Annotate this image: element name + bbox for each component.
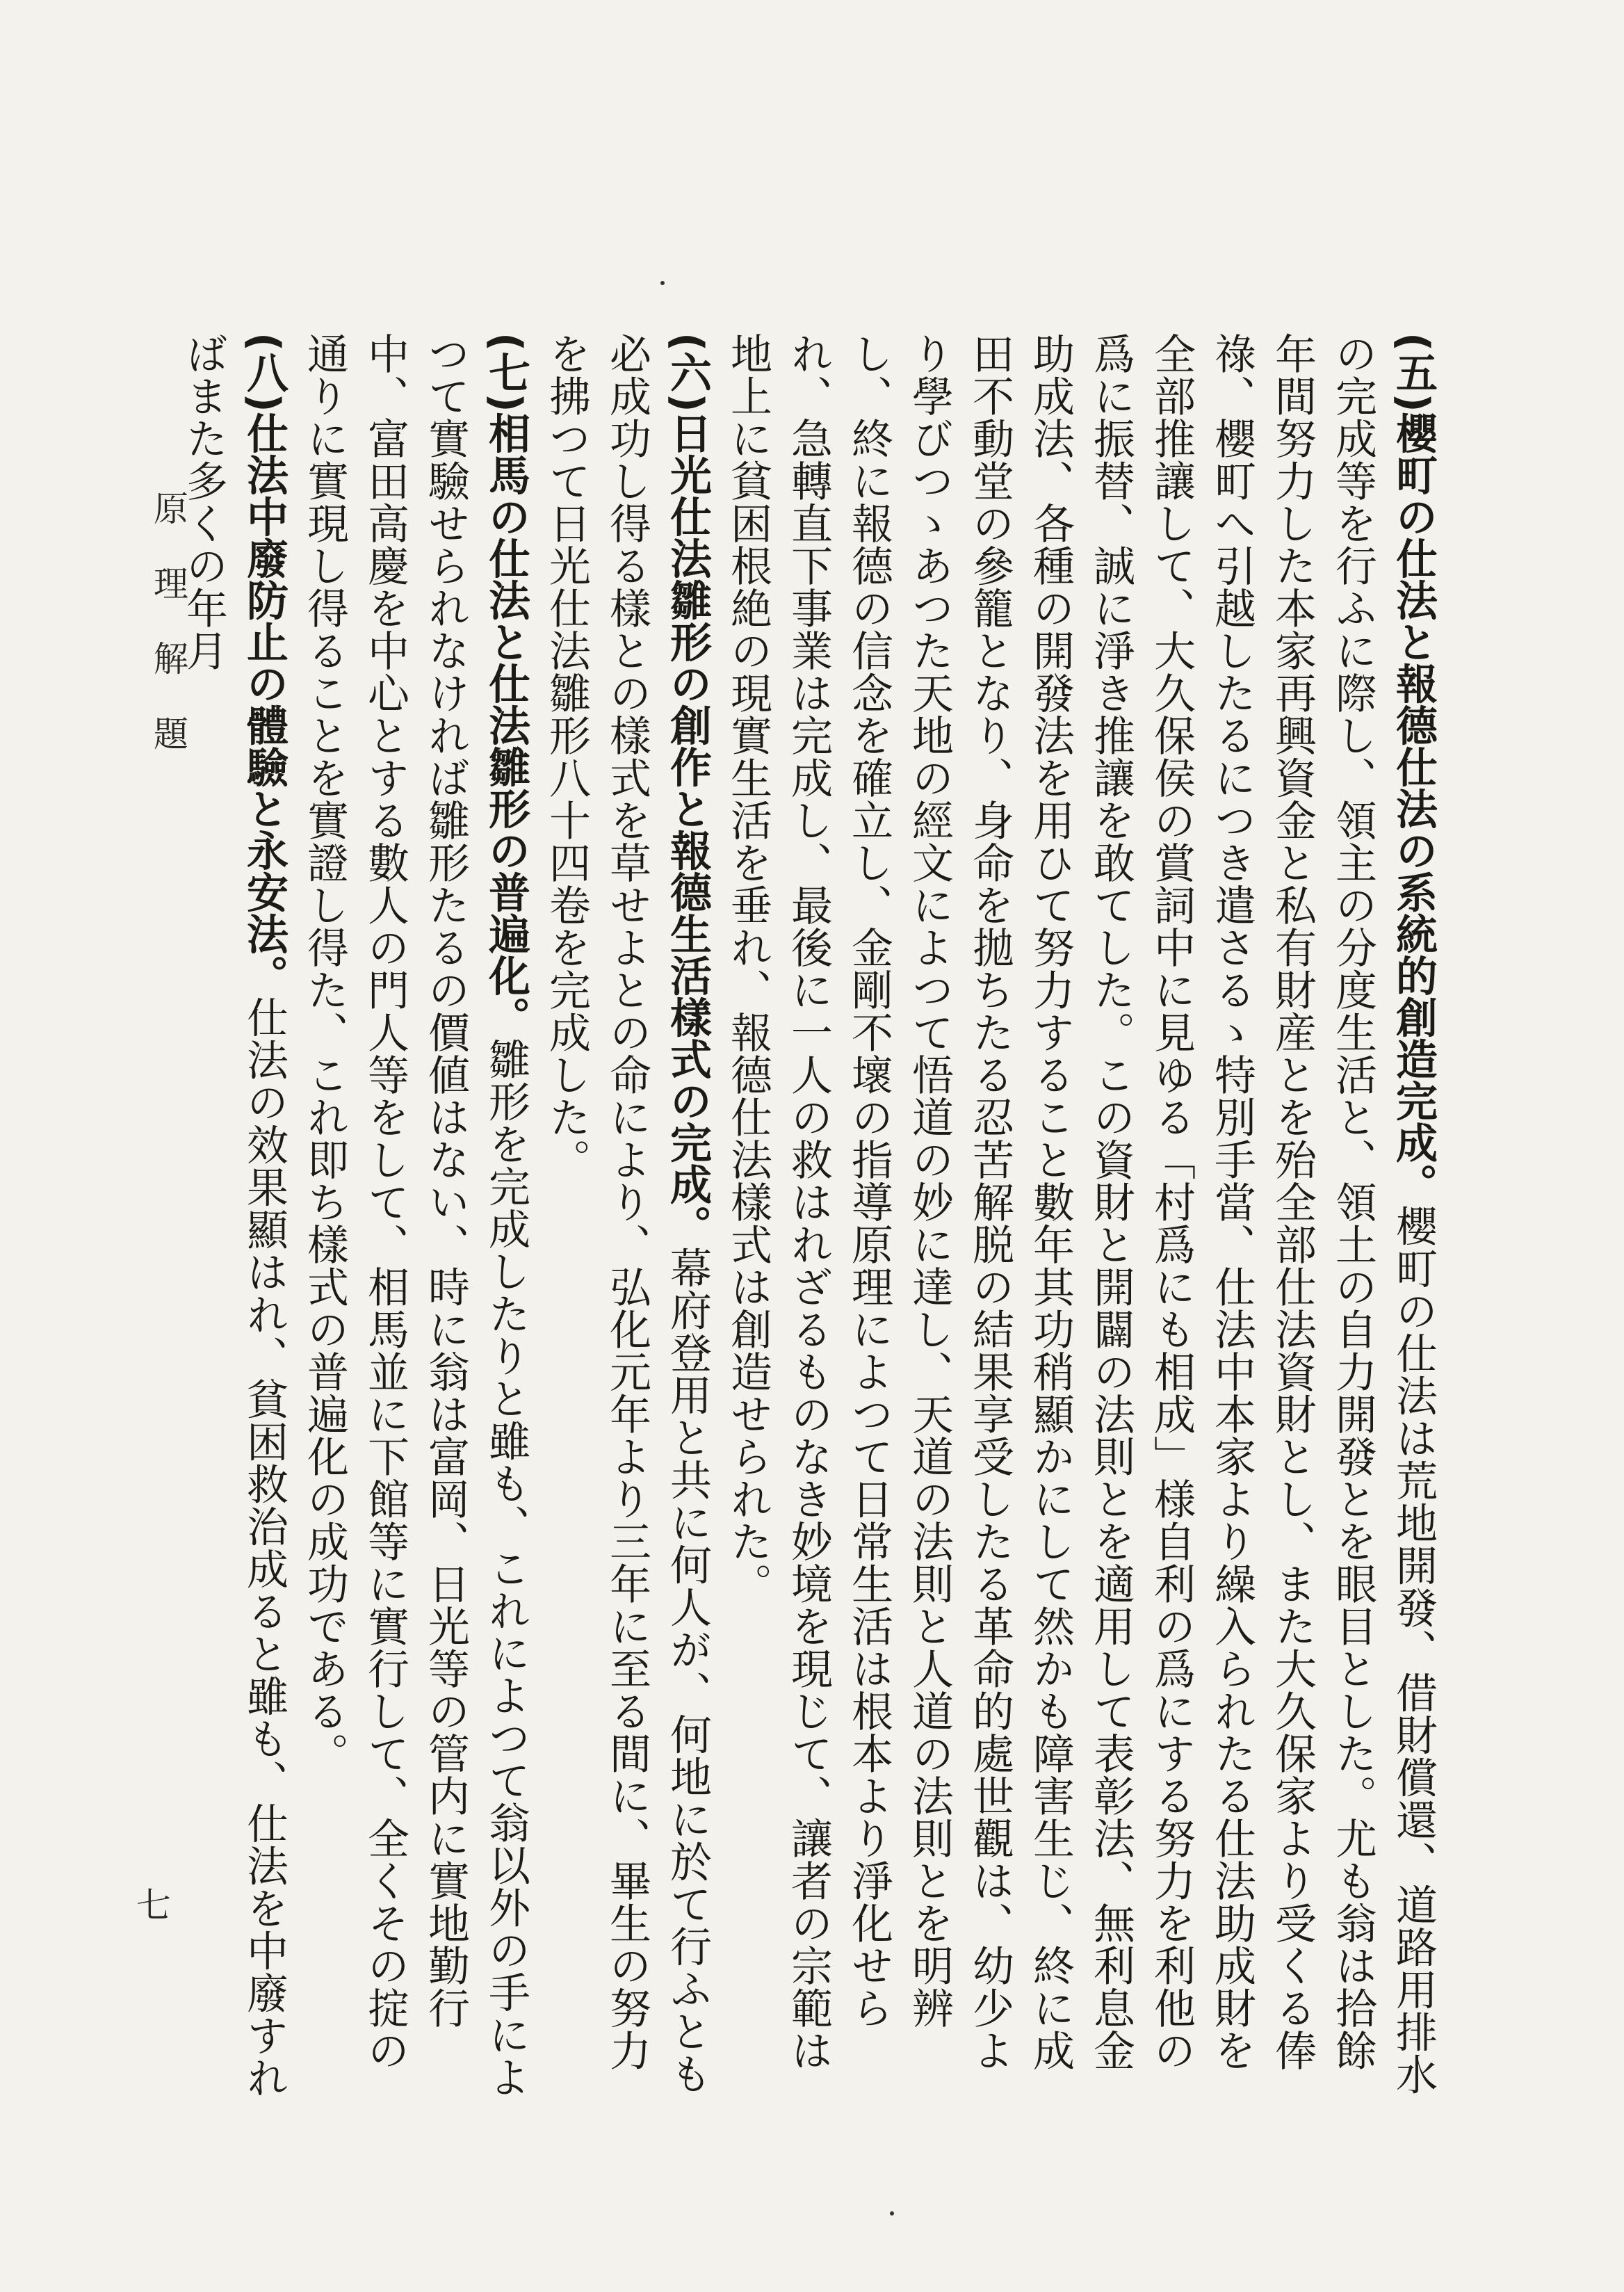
section-heading xyxy=(482,332,530,1038)
section-title: 相馬の仕法と仕法雛形の普遍化。 xyxy=(482,412,530,1038)
running-head: 原理解題 xyxy=(148,490,188,791)
section-body: 櫻町の仕法は荒地開發、借財償還、道路用排水の完成等を行ふに際し、領主の分度生活と、領土の自力開發とを眼目とした。尤も翁は拾餘年間努力した本家再興資金と私有財産とを殆全部仕法資財とし、また大久保家より受くる俸祿、櫻町へ引越したるにつき遣さるゝ特別手當、仕法中本家より繰入られたる仕法助成財を全部推讓して、大久保侯の賞詞中に見ゆる「村爲にも相成」様自利の爲にする努力を利他の爲に振替、誠に淨き推讓を敢てした。この資財と開闢の法則とを適用して表彰法、無利息金助成法、各種の開發法を用ひて努力すること數年其功稍顯かにして然かも障害生じ、終に成田不動堂の參籠となり、身命を拋ちたる忍苦解脱の結果享受したる革命的處世觀は、幼少より學びつゝあつた天地の經文によつて悟道の妙に達し、天道の法則と人道の法則とを明辨し、終に報德の信念を確立し、金剛不壞の指導原理によつて日常生活は根本より淨化せられ、急轉直下事業は完成し、最後に一人の救はれざるものなき妙境を現じて、讓者の宗範は地上に貧困根絶の現實生活を垂れ、報德仕法樣式は創造せられた。 xyxy=(724,332,1438,2096)
section-heading xyxy=(1389,332,1438,1205)
section-title: 仕法中廢防止の體驗と永安法。 xyxy=(240,412,289,996)
section-5 xyxy=(717,332,1443,2113)
section-title: 日光仕法雛形の創作と報德生活樣式の完成。 xyxy=(663,412,712,1247)
print-speck xyxy=(660,281,665,285)
section-7 xyxy=(294,332,536,2113)
section-body: 幕府登用と共に何人が、何地に於て行ふとも必成功し得る樣との樣式を草せよとの命により、弘化元年より三年に至る間に、畢生の努力を拂つて日光仕法雛形八十四卷を完成した。 xyxy=(542,332,712,2095)
section-number: (六) xyxy=(663,332,712,412)
section-heading xyxy=(240,332,289,996)
section-body: 雛形を完成したりと雖も、これによつて翁以外の手によつて實驗せられなければ雛形たるの價値はない、時に翁は富岡、日光等の管内に實地勤行中、富田高慶を中心とする數人の門人等をして、相馬並に下館等に實行して、全くその掟の通りに實現し得ることを實證し得た、これ即ち樣式の普遍化の成功である。 xyxy=(300,332,530,2099)
section-6 xyxy=(536,332,717,2113)
section-title: 櫻町の仕法と報德仕法の系統的創造完成。 xyxy=(1389,412,1438,1205)
section-number: (八) xyxy=(240,332,289,412)
section-number: (五) xyxy=(1389,332,1438,412)
print-speck xyxy=(890,2211,894,2216)
main-text xyxy=(173,332,1443,2113)
section-body: 仕法の效果顯はれ、貧困救治成ると雖も、仕法を中廢すればまた多くの年月 xyxy=(179,332,289,2099)
page-number: 七 xyxy=(136,1885,171,1926)
section-number: (七) xyxy=(482,332,530,412)
section-heading xyxy=(663,332,712,1247)
